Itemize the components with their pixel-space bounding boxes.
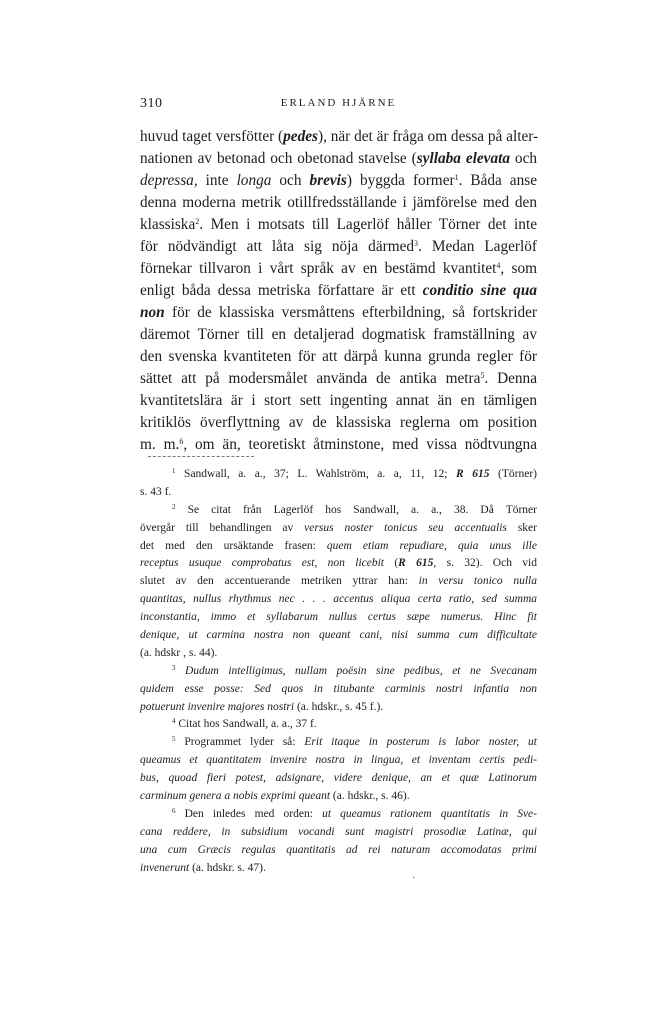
footnote-line: $^3$ Dudum intelligimus, nullam poësin sine pedibus, et ne Svecanam bbox=[172, 663, 537, 677]
footnote-line: $^5$ Programmet lyder så: Erit itaque in posterum is labor noster, ut bbox=[172, 735, 537, 749]
footnote-line: quantitas, nullus rhythmus nec . . . accentus aliqua certa ratio, sed summa bbox=[140, 593, 537, 606]
text-line: den svenska kvantiteten för att därpå kunna grunda regler för bbox=[140, 348, 537, 365]
text-line: enligt båda dessa metriska författare är ett conditio sine qua bbox=[140, 282, 537, 299]
text-line: huvud taget versfötter (pedes), när det är fråga om dessa på alter- bbox=[140, 128, 539, 145]
page-header bbox=[140, 96, 537, 116]
main-text bbox=[140, 126, 537, 456]
footnote-ref: 5 bbox=[480, 371, 485, 380]
footnote-line: $^4$ Citat hos Sandwall, a. a., 37 f. bbox=[172, 717, 317, 731]
footnote-line: receptus usuque comprobatus est, non licebit (R 615, s. 32). Och vid bbox=[140, 557, 537, 570]
footnote-line: det med den ursäktande frasen: quem etiam repudiare, quia unus ille bbox=[140, 539, 537, 552]
footnote-rule bbox=[148, 456, 254, 457]
footnote-line: carminum genera a nobis exprimi queant (a. hdskr., s. 46). bbox=[140, 790, 410, 803]
footnote-ref: 2 bbox=[195, 217, 200, 226]
running-head: ERLAND HJÄRNE bbox=[280, 97, 397, 109]
footnote-line: denique, ut carmina nostra non queant cani, nisi summa cum difficultate bbox=[140, 629, 537, 642]
footnote-line: queamus et quantitatem invenire nostra in lingua, et inventam certis pedi- bbox=[140, 754, 537, 767]
footnote-ref: 4 bbox=[496, 261, 501, 270]
text-line: däremot Törner till en detaljerad dogmatisk framställning av bbox=[140, 326, 537, 343]
footnote-line: $^6$ Den inledes med orden: ut queamus rationem quantitatis in Sve- bbox=[172, 806, 537, 820]
footnote-line: slutet av den accentuerande metriken yttrar han: in versu tonico nulla bbox=[140, 575, 537, 588]
footnote-ref: 3 bbox=[414, 239, 419, 248]
text-line: depressa, inte longa och brevis) byggda former$^1$. Båda anse bbox=[140, 172, 537, 189]
footnote-line: potuerunt invenire majores nostri (a. hdskr., s. 45 f.). bbox=[140, 700, 384, 713]
footnote-line: quidem esse posse: Sed quos in titubante carminis nostri infantia non bbox=[140, 682, 537, 695]
text-line: förnekar tillvaron i vårt språk av en bestämd kvantitet$^4$, som bbox=[140, 260, 537, 277]
text-line: m. m.$^6$, om än, teoretiskt åtminstone, med vissa nödtvungna bbox=[140, 436, 537, 453]
footnote-line: (a. hdskr , s. 44). bbox=[140, 646, 218, 659]
footnote-line: invenerunt (a. hdskr. s. 47). bbox=[140, 861, 266, 874]
stray-dot-mark: · bbox=[412, 873, 416, 884]
text-line: för nödvändigt att låta sig nöja därmed$^3$. Medan Lagerlöf bbox=[140, 238, 537, 255]
text-line: sättet att på modersmålet använda de antika metra$^5$. Denna bbox=[140, 370, 537, 387]
footnotes bbox=[140, 466, 537, 877]
footnote-ref: 1 bbox=[454, 173, 459, 182]
footnote-line: bus, quoad fieri potest, adsignare, videre denique, an et quæ Latinorum bbox=[140, 772, 537, 785]
text-line: non för de klassiska versmåttens efterbildning, så fortskrider bbox=[140, 304, 537, 321]
footnote-line: övergår till behandlingen av versus noster tonicus seu accentualis sker bbox=[140, 521, 537, 534]
text-line: denna moderna metrik otillfredsställande i jämförelse med den bbox=[140, 194, 537, 211]
footnote-line: $^2$ Se citat från Lagerlöf hos Sandwall, a. a., 38. Då Törner bbox=[172, 502, 537, 516]
footnote-line: una cum Græcis regulas quantitatis ad rei naturam accomodatas primi bbox=[140, 843, 537, 856]
text-line: kvantitetslära är i stort sett ingenting annat än en tämligen bbox=[140, 392, 537, 409]
text-line: klassiska$^2$. Men i motsats till Lagerlöf håller Törner det inte bbox=[140, 216, 537, 233]
page-number: 310 bbox=[140, 96, 163, 111]
text-line: kritiklös överflyttning av de klassiska reglerna om position bbox=[140, 414, 537, 431]
text-line: nationen av betonad och obetonad stavelse (syllaba elevata och bbox=[140, 150, 538, 167]
footnote-line: s. 43 f. bbox=[140, 485, 172, 498]
footnote-ref: 6 bbox=[179, 437, 184, 446]
footnote-line: $^1$ Sandwall, a. a., 37; L. Wahlström, a. a, 11, 12; R 615 (Törner) bbox=[172, 467, 537, 480]
footnote-line: inconstantia, immo et syllabarum nullus certus sæpe numerus. Hinc fit bbox=[140, 611, 537, 624]
footnote-line: cana reddere, in subsidium vocandi sunt magistri prosodiæ Latinæ, qui bbox=[140, 825, 537, 838]
